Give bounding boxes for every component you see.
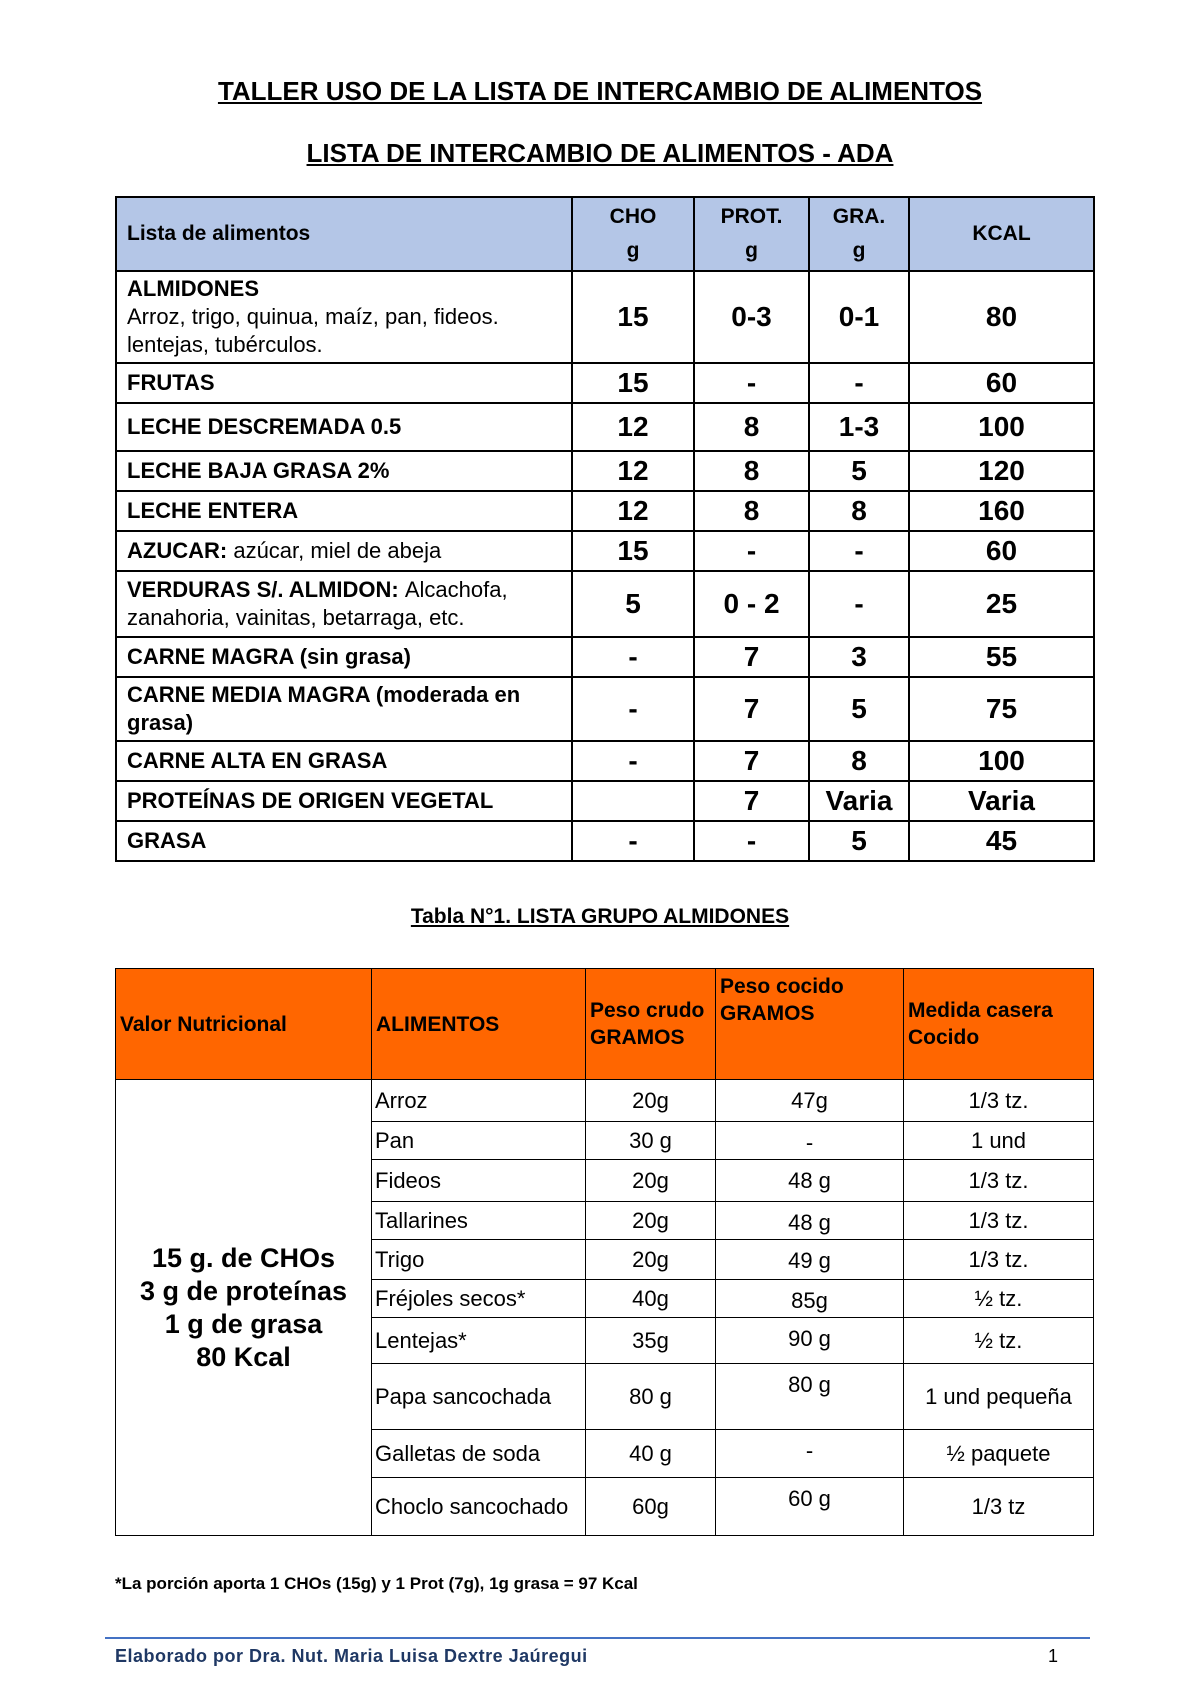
gra-value: 3: [809, 637, 909, 677]
section-title-ada: LISTA DE INTERCAMBIO DE ALIMENTOS - ADA: [306, 138, 894, 168]
food-group-cell: [116, 363, 572, 403]
peso-crudo-value: 20g: [586, 1160, 716, 1202]
medida-casera-value: 1/3 tz.: [904, 1202, 1094, 1240]
peso-crudo-value: 35g: [586, 1318, 716, 1364]
medida-casera-value: ½ tz.: [904, 1318, 1094, 1364]
ada-row: [116, 363, 1094, 403]
valor-line: 3 g de proteínas: [139, 1275, 348, 1306]
header-peso-cocido: Peso cocido GRAMOS: [716, 969, 904, 1080]
ada-row: [116, 637, 1094, 677]
almidones-row: [116, 1080, 1094, 1122]
cho-value: 12: [572, 403, 694, 451]
food-group-name: PROTEÍNAS DE ORIGEN VEGETAL: [127, 788, 494, 813]
food-name: Papa sancochada: [372, 1364, 586, 1430]
cho-value: -: [572, 637, 694, 677]
peso-cocido-value: 85g: [716, 1280, 904, 1318]
gra-value: Varia: [809, 781, 909, 821]
cho-value: 15: [572, 363, 694, 403]
prot-value: -: [694, 821, 809, 861]
header-prot: PROT. g: [694, 197, 809, 271]
food-group-name: AZUCAR:: [127, 538, 228, 563]
gra-value: -: [809, 531, 909, 571]
peso-cocido-value: -: [716, 1430, 904, 1478]
kcal-value: 160: [909, 491, 1094, 531]
peso-crudo-value: 60g: [586, 1478, 716, 1536]
gra-value: 8: [809, 491, 909, 531]
gra-value: 1-3: [809, 403, 909, 451]
food-group-description: Arroz, trigo, quinua, maíz, pan, fideos. lentejas, tubérculos.: [127, 304, 499, 357]
ada-exchange-table: [115, 196, 1095, 862]
prot-value: 7: [694, 781, 809, 821]
header-medida-casera: Medida casera Cocido: [904, 969, 1094, 1080]
ada-row: [116, 571, 1094, 637]
kcal-value: 80: [909, 271, 1094, 363]
prot-value: 7: [694, 677, 809, 741]
header-valor-nutricional: Valor Nutricional: [116, 969, 372, 1080]
kcal-value: 55: [909, 637, 1094, 677]
kcal-value: Varia: [909, 781, 1094, 821]
food-name: Lentejas*: [372, 1318, 586, 1364]
prot-value: 0 - 2: [694, 571, 809, 637]
table-title-almidones: Tabla N°1. LISTA GRUPO ALMIDONES: [410, 905, 790, 928]
food-group-cell: [116, 781, 572, 821]
medida-casera-value: ½ tz.: [904, 1280, 1094, 1318]
food-name: Fideos: [372, 1160, 586, 1202]
kcal-value: 120: [909, 451, 1094, 491]
kcal-value: 25: [909, 571, 1094, 637]
kcal-value: 75: [909, 677, 1094, 741]
ada-row: [116, 531, 1094, 571]
medida-casera-value: 1 und pequeña: [904, 1364, 1094, 1430]
medida-casera-value: 1/3 tz.: [904, 1160, 1094, 1202]
food-group-name: CARNE MAGRA (sin grasa): [127, 644, 411, 669]
gra-value: 0-1: [809, 271, 909, 363]
peso-cocido-value: 48 g: [716, 1160, 904, 1202]
kcal-value: 60: [909, 531, 1094, 571]
prot-value: 7: [694, 741, 809, 781]
peso-cocido-value: 90 g: [716, 1318, 904, 1364]
prot-value: 8: [694, 491, 809, 531]
valor-nutricional-cell: [116, 1080, 372, 1536]
food-group-name: VERDURAS S/. ALMIDON:: [127, 577, 399, 602]
cho-value: 15: [572, 531, 694, 571]
cho-value: 15: [572, 271, 694, 363]
medida-casera-value: 1/3 tz: [904, 1478, 1094, 1536]
food-group-name: CARNE ALTA EN GRASA: [127, 748, 388, 773]
ada-row: [116, 741, 1094, 781]
peso-cocido-value: 48 g: [716, 1202, 904, 1240]
food-group-cell: [116, 637, 572, 677]
cho-value: 5: [572, 571, 694, 637]
header-peso-crudo: Peso crudo GRAMOS: [586, 969, 716, 1080]
food-name: Tallarines: [372, 1202, 586, 1240]
food-group-cell: [116, 531, 572, 571]
header-lista: Lista de alimentos: [116, 197, 572, 271]
prot-value: 8: [694, 403, 809, 451]
gra-value: 8: [809, 741, 909, 781]
peso-cocido-value: -: [716, 1122, 904, 1160]
food-name: Choclo sancochado: [372, 1478, 586, 1536]
food-group-name: FRUTAS: [127, 370, 215, 395]
cho-value: -: [572, 821, 694, 861]
medida-casera-value: 1/3 tz.: [904, 1080, 1094, 1122]
peso-crudo-value: 40 g: [586, 1430, 716, 1478]
gra-value: -: [809, 363, 909, 403]
almidones-header-row: [116, 969, 1094, 1080]
food-group-name: LECHE BAJA GRASA 2%: [127, 458, 390, 483]
kcal-value: 100: [909, 403, 1094, 451]
header-cho: CHO g: [572, 197, 694, 271]
peso-cocido-value: 49 g: [716, 1240, 904, 1280]
valor-line: 1 g de grasa: [164, 1308, 323, 1339]
ada-header-row: [116, 197, 1094, 271]
peso-crudo-value: 20g: [586, 1240, 716, 1280]
medida-casera-value: 1/3 tz.: [904, 1240, 1094, 1280]
ada-row: [116, 677, 1094, 741]
footer-divider: [105, 1637, 1090, 1639]
food-group-cell: [116, 741, 572, 781]
peso-crudo-value: 20g: [586, 1202, 716, 1240]
food-group-cell: [116, 271, 572, 363]
prot-value: 7: [694, 637, 809, 677]
medida-casera-value: 1 und: [904, 1122, 1094, 1160]
header-gra: GRA. g: [809, 197, 909, 271]
food-name: Arroz: [372, 1080, 586, 1122]
peso-crudo-value: 40g: [586, 1280, 716, 1318]
gra-value: 5: [809, 451, 909, 491]
food-group-description: Alcachofa, zanahoria, vainitas, betarraga, etc.: [127, 577, 508, 630]
kcal-value: 45: [909, 821, 1094, 861]
cho-value: 12: [572, 491, 694, 531]
page-title: TALLER USO DE LA LISTA DE INTERCAMBIO DE ALIMENTOS: [217, 76, 983, 106]
food-name: Trigo: [372, 1240, 586, 1280]
gra-value: 5: [809, 677, 909, 741]
prot-value: -: [694, 531, 809, 571]
peso-cocido-value: 47g: [716, 1080, 904, 1122]
peso-cocido-value: 60 g: [716, 1478, 904, 1536]
ada-row: [116, 781, 1094, 821]
ada-row: [116, 403, 1094, 451]
valor-line: 80 Kcal: [196, 1341, 291, 1372]
food-group-cell: [116, 821, 572, 861]
food-group-name: GRASA: [127, 828, 207, 853]
food-group-description: azúcar, miel de abeja: [233, 538, 442, 563]
kcal-value: 60: [909, 363, 1094, 403]
prot-value: 0-3: [694, 271, 809, 363]
header-alimentos: ALIMENTOS: [372, 969, 586, 1080]
food-group-name: CARNE MEDIA MAGRA (moderada en grasa): [127, 682, 521, 735]
cho-value: [572, 781, 694, 821]
food-group-cell: [116, 451, 572, 491]
food-name: Galletas de soda: [372, 1430, 586, 1478]
peso-cocido-value: 80 g: [716, 1364, 904, 1430]
almidones-table: [115, 968, 1094, 1536]
valor-line: 15 g. de CHOs: [151, 1242, 336, 1273]
food-name: Fréjoles secos*: [372, 1280, 586, 1318]
peso-crudo-value: 30 g: [586, 1122, 716, 1160]
cho-value: -: [572, 741, 694, 781]
kcal-value: 100: [909, 741, 1094, 781]
prot-value: 8: [694, 451, 809, 491]
page-number: 1: [1048, 1646, 1059, 1666]
ada-row: [116, 821, 1094, 861]
ada-row: [116, 271, 1094, 363]
header-kcal: KCAL: [909, 197, 1094, 271]
ada-row: [116, 451, 1094, 491]
gra-value: 5: [809, 821, 909, 861]
food-group-cell: [116, 403, 572, 451]
cho-value: -: [572, 677, 694, 741]
medida-casera-value: ½ paquete: [904, 1430, 1094, 1478]
gra-value: -: [809, 571, 909, 637]
ada-row: [116, 491, 1094, 531]
peso-crudo-value: 20g: [586, 1080, 716, 1122]
food-group-cell: [116, 571, 572, 637]
food-group-cell: [116, 491, 572, 531]
food-group-name: ALMIDONES: [127, 276, 259, 301]
prot-value: -: [694, 363, 809, 403]
food-group-name: LECHE ENTERA: [127, 498, 299, 523]
footer-author: Elaborado por Dra. Nut. Maria Luisa Dextre Jaúregui: [115, 1646, 588, 1666]
food-name: Pan: [372, 1122, 586, 1160]
peso-crudo-value: 80 g: [586, 1364, 716, 1430]
cho-value: 12: [572, 451, 694, 491]
food-group-name: LECHE DESCREMADA 0.5: [127, 414, 402, 439]
footnote: *La porción aporta 1 CHOs (15g) y 1 Prot (7g), 1g grasa = 97 Kcal: [115, 1574, 638, 1593]
food-group-cell: [116, 677, 572, 741]
